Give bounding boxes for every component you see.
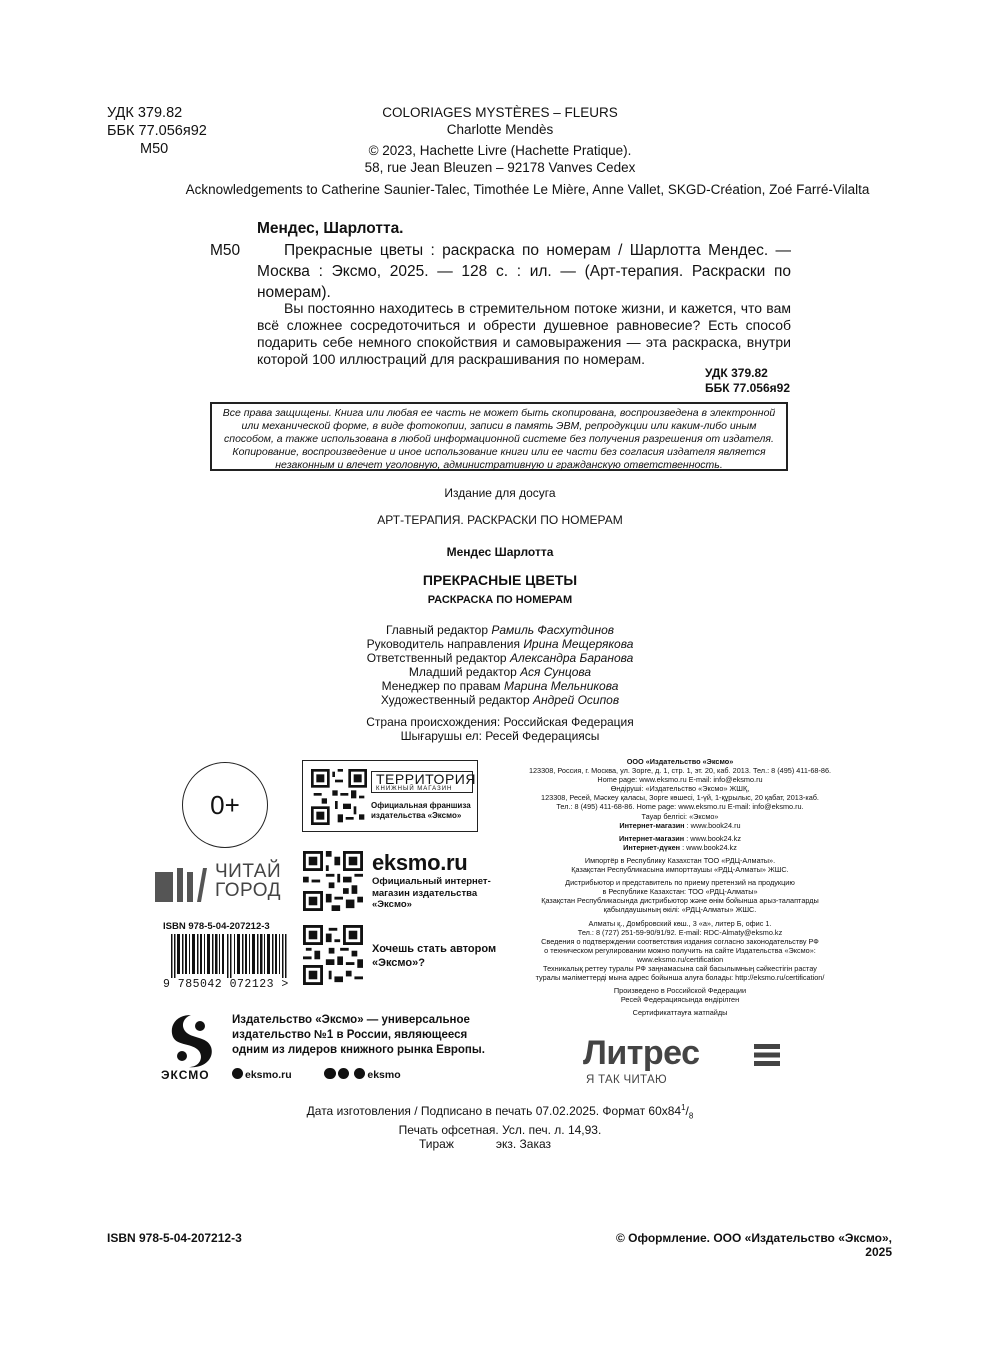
author-mark: М50 <box>140 141 169 157</box>
imprint-line: Сертификаттауға жатпайды <box>632 1008 728 1018</box>
edition-author: Мендес Шарлотта <box>446 545 554 559</box>
isbn-footer: ISBN 978-5-04-207212-3 <box>107 1231 242 1245</box>
web-icon <box>232 1068 243 1079</box>
edition-title: ПРЕКРАСНЫЕ ЦВЕТЫ <box>422 572 578 588</box>
eksmo-ru-caption: Официальный интернет-магазин издательства «Эксмо» <box>372 876 491 910</box>
card-annotation: Вы постоянно находитесь в стремительном потоке жизни, и кажется, что вам всё сложнее сосредоточиться и обрести душевное равновесие? Есть способ подарить себе немного спокойствия и самовыражения — эта раскраска, внутри которой 100 иллюстраций для раскрашивания по номерам. <box>257 300 791 367</box>
imprint-line: Сведения о подтверждении соответствия издания согласно законодательству РФ <box>541 936 819 946</box>
card-codes <box>705 366 790 396</box>
imprint-line: Тел.: 8 (727) 251-59-90/91/92. E-mail: RDC-Almaty@eksmo.kz <box>577 927 783 937</box>
country-of-origin <box>300 715 700 743</box>
credit-line: Главный редактор Рамиль Фасхутдинов <box>385 623 615 637</box>
original-copyright: © 2023, Hachette Livre (Hachette Pratique). <box>368 143 632 158</box>
original-title: COLORIAGES MYSTÈRES – FLEURS <box>382 105 618 120</box>
imprint-line: Техникалық реттеу туралы РФ заңнамасына сай басылымның сәйкестігін растау <box>543 963 817 973</box>
barcode-isbn-label: ISBN 978-5-04-207212-3 <box>163 921 270 932</box>
barcode-icon <box>171 934 291 978</box>
imprint-line: 123308, Россия, г. Москва, ул. Зорге, д. 1, стр. 1, эт. 20, каб. 2013. Тел.: 8 (495) 411-68-86. <box>528 766 832 776</box>
eksmo-links <box>232 1068 401 1081</box>
imprint-line: қабылдаушының өкілі: «РДЦ-Алматы» ЖШС. <box>603 905 757 915</box>
territory-franchise-block <box>302 760 478 832</box>
imprint-line: Қазақстан Республикасында дистрибьютор және өнім бойынша арыз-талаптарды <box>541 896 819 906</box>
chitai-gorod-logo <box>155 862 295 902</box>
imprint-line: Тел.: 8 (495) 411-68-86. Home page: www.eksmo.ru E-mail: info@eksmo.ru. <box>556 802 804 812</box>
imprint-line: Ресей Федерациясында өндірілген <box>620 995 740 1005</box>
imprint-line: www.eksmo.ru/certification <box>636 954 724 964</box>
card-udk: УДК 379.82 <box>705 366 768 380</box>
imprint-line: Қазақстан Республикасына импорттаушы «РДЦ-Алматы» ЖШС. <box>571 865 789 875</box>
imprint-line: Интернет-дүкен : www.book24.kz <box>623 842 737 852</box>
imprint-line: 123308, Ресей, Мәскеу қаласы, Зорге көшесі, 1-үй, 1-құрылыс, 20 қабат, 2013-каб. <box>541 793 819 803</box>
bbk-code: ББК 77.056я92 <box>107 123 207 139</box>
card-author-mark: М50 <box>210 242 241 259</box>
litres-logo: Литрес <box>583 1034 700 1072</box>
original-address: 58, rue Jean Bleuzen – 92178 Vanves Cedex <box>364 160 636 175</box>
imprint-line: туралы мәліметтерді мына адрес бойынша алуға болады: http://eksmo.ru/certification/ <box>535 973 825 983</box>
vk-icon <box>324 1068 336 1079</box>
card-description: Прекрасные цветы : раскраска по номерам / Шарлотта Мендес. — Москва : Эксмо, 2025. — 128 с. : ил. — (Арт-терапия. Раскраски по номерам). <box>257 242 791 301</box>
litres-mark-icon <box>754 1044 780 1066</box>
chitai-gorod-mark-icon <box>155 868 207 902</box>
gorod-word: ГОРОД <box>215 880 281 901</box>
eksmo-ru-logo: eksmo.ru <box>372 850 468 875</box>
editorial-credits <box>300 623 700 707</box>
barcode-number: 9 785042 072123 > <box>163 978 289 991</box>
eksmo-site-link[interactable]: eksmo.ru <box>245 1069 292 1081</box>
card-author: Мендес, Шарлотта. <box>257 220 404 237</box>
age-rating-badge: 0+ <box>182 762 268 848</box>
series-name: АРТ-ТЕРАПИЯ. РАСКРАСКИ ПО НОМЕРАМ <box>377 513 623 527</box>
imprint-line: Импортёр в Республику Казахстан ТОО «РДЦ-Алматы». <box>584 855 776 865</box>
copyright-footer: © Оформление. ООО «Издательство «Эксмо», 2025 <box>616 1231 892 1259</box>
imprint-line: Home page: www.eksmo.ru E-mail: info@eksmo.ru <box>597 775 763 785</box>
become-author-prompt: Хочешь стать автором «Эксмо»? <box>372 943 497 969</box>
original-edition-info <box>300 104 700 176</box>
chitai-word: ЧИТАЙ <box>215 861 282 882</box>
imprint-line: Произведено в Российской Федерации <box>613 986 747 996</box>
edition-purpose: Издание для досуга <box>444 486 556 500</box>
print-technical-data <box>300 1101 700 1151</box>
print-type: Печать офсетная. Усл. печ. л. 14,93. <box>398 1123 602 1138</box>
eksmo-shop-qr-icon <box>303 851 363 911</box>
eksmo-wordmark: ЭКСМО <box>161 1068 210 1082</box>
credit-line: Менеджер по правам Марина Мельникова <box>381 679 619 693</box>
imprint-line: о техническом регулировании можно получить на сайте Издательства «Эксмо»: <box>544 945 816 955</box>
imprint-line: Алматы қ., Домбровский көш., 3 «а», литер Б, офис 1. <box>588 918 772 928</box>
credit-line: Ответственный редактор Александра Баранова <box>366 651 634 665</box>
original-author: Charlotte Mendès <box>446 122 554 137</box>
udk-code: УДК 379.82 <box>107 105 183 121</box>
eksmo-description: Издательство «Эксмо» — универсальное издательство №1 в России, являющееся одним из лидеров книжного рынка Европы. <box>232 1014 485 1056</box>
eksmo-social-handle[interactable]: eksmo <box>367 1069 401 1081</box>
acknowledgements: Acknowledgements to Catherine Saunier-Talec, Timothée Le Mière, Anne Vallet, SKGD-Création, Zoé Farré-Vilalta <box>185 182 870 197</box>
credit-line: Художественный редактор Андрей Осипов <box>380 693 620 707</box>
territory-logo: ТЕРРИТОРИЯ КНИЖНЫЙ МАГАЗИН <box>371 771 473 793</box>
imprint-publisher: ООО «Издательство «Эксмо» <box>626 757 734 766</box>
author-qr-icon <box>303 925 363 985</box>
imprint-line: Интернет-магазин : www.book24.ru <box>619 820 741 830</box>
imprint-line: Дистрибьютор и представитель по приему претензий на продукцию <box>565 878 795 888</box>
credit-line: Руководитель направления Ирина Мещерякова <box>366 637 634 651</box>
odnoklassniki-icon <box>354 1068 365 1079</box>
imprint-line: Өндіруші: «Издательство «Эксмо» ЖШҚ, <box>610 784 750 794</box>
qr-code-icon <box>311 769 367 825</box>
country-kz: Шығарушы ел: Ресей Федерациясы <box>400 729 600 743</box>
isbn-barcode <box>163 922 291 992</box>
publisher-imprint <box>500 757 860 1017</box>
eksmo-logo-icon <box>163 1013 219 1069</box>
card-bbk: ББК 77.056я92 <box>705 381 790 395</box>
country-ru: Страна происхождения: Российская Федерация <box>366 715 634 729</box>
imprint-line: Тауар белгісі: «Эксмо» <box>641 811 719 821</box>
imprint-line: Интернет-магазин : www.book24.kz <box>619 833 741 843</box>
print-run: Тираж экз. Заказ <box>418 1137 552 1152</box>
imprint-line: в Республике Казахстан: ТОО «РДЦ-Алматы» <box>602 887 758 897</box>
rights-notice: Все права защищены. Книга или любая ее часть не может быть скопирована, воспроизведена в электронной или механической форме, в виде фотокопии, записи в память ЭВМ, репродукции или каким-либо иным способом, а также использована в любой информационной системе без получения разрешения от издателя. Копирование, воспроизведение и иное использование книги или ее части без согласия издателя является незаконным и влечет уголовную, административную и гражданскую ответственность. <box>210 402 788 471</box>
telegram-icon <box>338 1068 349 1079</box>
udk-block <box>107 104 237 158</box>
edition-subtitle: РАСКРАСКА ПО НОМЕРАМ <box>427 594 573 606</box>
print-date-format: Дата изготовления / Подписано в печать 07.02.2025. Формат $60x84^1/_8$ <box>306 1103 694 1121</box>
litres-slogan: Я ТАК ЧИТАЮ <box>586 1074 667 1086</box>
territory-caption: Официальная франшиза издательства «Эксмо» <box>371 801 471 820</box>
credit-line: Младший редактор Ася Сунцова <box>408 665 592 679</box>
